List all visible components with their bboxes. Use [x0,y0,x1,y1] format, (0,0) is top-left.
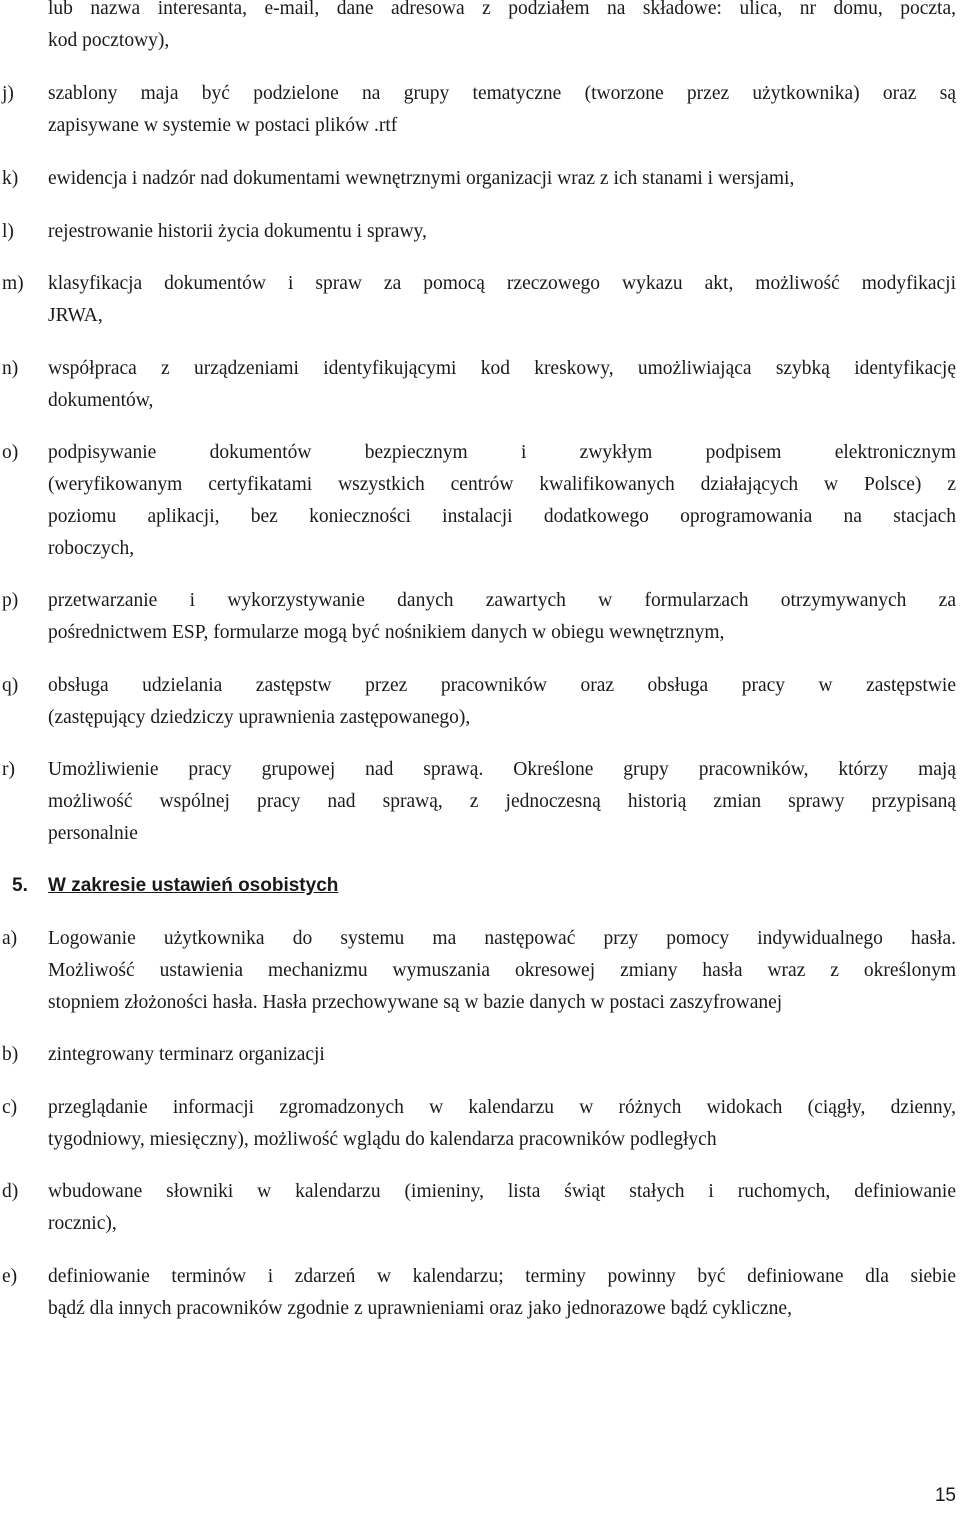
list-item-text [48,670,956,734]
text-line: kod pocztowy), [48,30,170,51]
text-line: klasyfikacja dokumentów i spraw za pomocą rzeczowego wykazu akt, możliwość modyfikacji [48,273,956,294]
text-line: obsługa udzielania zastępstw przez pracowników oraz obsługa pracy w zastępstwie [48,675,956,696]
text-line: zintegrowany terminarz organizacji [48,1044,325,1065]
text-line: przeglądanie informacji zgromadzonych w kalendarzu w różnych widokach (ciągły, dzienny, [48,1097,956,1118]
list-item-text [48,1176,956,1240]
text-line: personalnie [48,823,138,844]
text-line: współpraca z urządzeniami identyfikującymi kod kreskowy, umożliwiająca szybką identyfikację [48,358,956,379]
text-line: podpisywanie dokumentów bezpiecznym i zwykłym podpisem elektronicznym [48,442,956,463]
text-line: definiowanie terminów i zdarzeń w kalendarzu; terminy powinny być definiowane dla siebie [48,1266,956,1287]
text-line: zapisywane w systemie w postaci plików .rtf [48,115,398,136]
section-number: 5. [12,875,28,896]
list-item-label: e) [2,1266,18,1287]
list-item-label: k) [2,168,19,189]
list-item-text [48,754,956,850]
list-item-text [48,353,956,417]
text-line: rejestrowanie historii życia dokumentu i sprawy, [48,221,427,242]
list-item-label: m) [2,273,24,294]
text-line: możliwość wspólnej pracy nad sprawą, z jednoczesną historią zmian sprawy przypisaną [48,791,956,812]
list-item-text [48,1261,956,1325]
list-item-text [48,1092,956,1156]
list-item-label: o) [2,442,19,463]
text-line: Umożliwienie pracy grupowej nad sprawą. Określone grupy pracowników, którzy mają [48,759,956,780]
text-line: stopniem złożoności hasła. Hasła przechowywane są w bazie danych w postaci zaszyfrowanej [48,992,783,1013]
text-line: JRWA, [48,305,103,326]
text-line: wbudowane słowniki w kalendarzu (imieniny, lista świąt stałych i ruchomych, definiowanie [48,1181,956,1202]
list-item-label: q) [2,675,19,696]
text-line: poziomu aplikacji, bez konieczności instalacji dodatkowego oprogramowania na stacjach [48,506,956,527]
text-line: pośrednictwem ESP, formularze mogą być nośnikiem danych w obiegu wewnętrznym, [48,622,725,643]
list-item-label: a) [2,928,18,949]
section-title: W zakresie ustawień osobistych [48,875,339,896]
list-item-label: d) [2,1181,19,1202]
text-line: tygodniowy, miesięczny), możliwość wglądu do kalendarza pracowników podległych [48,1129,717,1150]
list-item-text [48,216,956,248]
list-item-text [48,437,956,565]
list-item-label: b) [2,1044,19,1065]
list-item-label: r) [2,759,15,780]
list-item-label: n) [2,358,19,379]
text-line: dokumentów, [48,390,154,411]
text-line: szablony maja być podzielone na grupy tematyczne (tworzone przez użytkownika) oraz są [48,83,956,104]
text-line: roboczych, [48,538,135,559]
list-item-label: p) [2,590,19,611]
text-line: rocznic), [48,1213,117,1234]
text-line: ewidencja i nadzór nad dokumentami wewnętrznymi organizacji wraz z ich stanami i wersjami, [48,168,795,189]
list-item-text [48,1039,956,1071]
text-line: Logowanie użytkownika do systemu ma następować przy pomocy indywidualnego hasła. [48,928,956,949]
text-line: (zastępujący dziedziczy uprawnienia zastępowanego), [48,707,471,728]
list-item-label: c) [2,1097,18,1118]
list-item-label: l) [2,221,14,242]
text-line: bądź dla innych pracowników zgodnie z uprawnieniami oraz jako jednorazowe bądź cykliczne, [48,1298,792,1319]
text-line: (weryfikowanym certyfikatami wszystkich centrów kwalifikowanych działających w Polsce) z [48,474,956,495]
list-item-text [48,923,956,1019]
list-item-text [48,0,956,57]
list-item-label: j) [2,83,14,104]
list-item-text [48,78,956,142]
text-line: lub nazwa interesanta, e-mail, dane adresowa z podziałem na składowe: ulica, nr domu, poczta, [48,0,956,19]
text-line: Możliwość ustawienia mechanizmu wymuszania okresowej zmiany hasła wraz z określonym [48,960,956,981]
list-item-text [48,268,956,332]
list-item-text [48,163,956,195]
text-line: przetwarzanie i wykorzystywanie danych zawartych w formularzach otrzymywanych za [48,590,956,611]
page-number: 15 [934,1485,956,1506]
list-item-text [48,585,956,649]
